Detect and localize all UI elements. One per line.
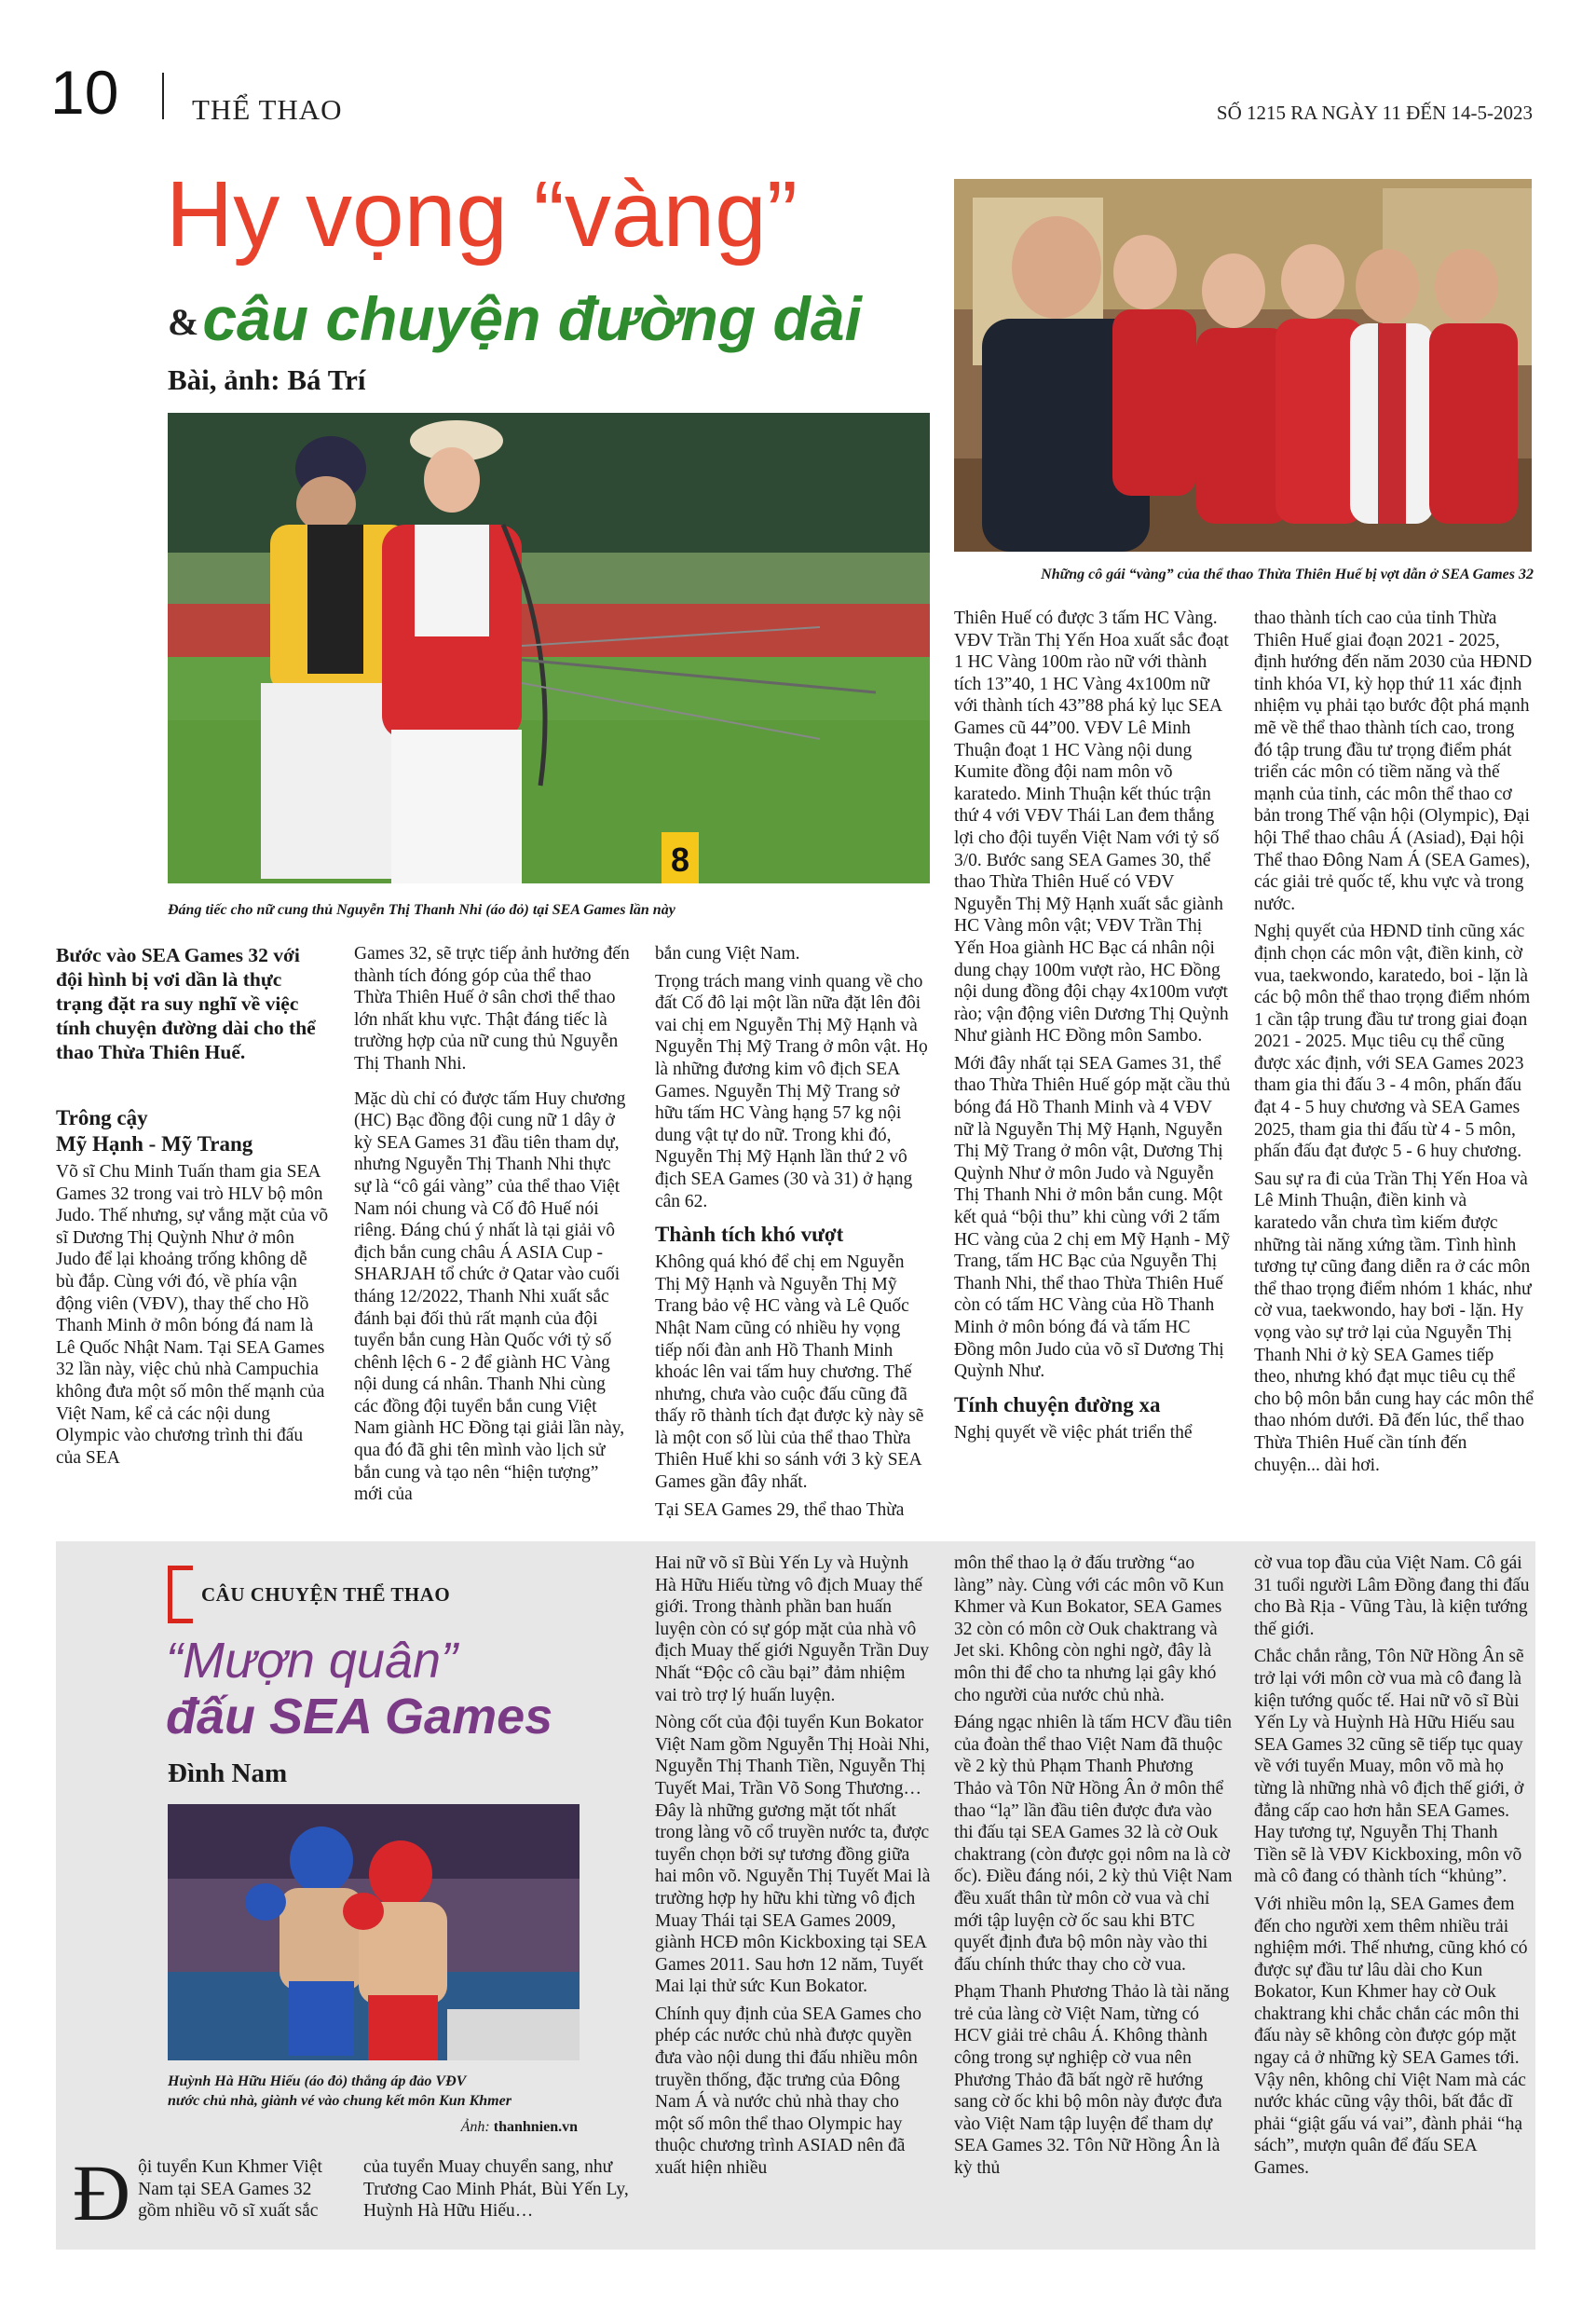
story-column-5	[1254, 1553, 1534, 2242]
photo-credit	[168, 2118, 578, 2137]
section-heading-1: Trông cậy	[56, 1106, 148, 1129]
photo-credit-label: Ảnh:	[460, 2119, 490, 2135]
section-heading-3: Tính chuyện đường xa	[954, 1392, 1161, 1416]
archery-photo-caption: Đáng tiếc cho nữ cung thủ Nguyễn Thị Thanh Nhi (áo đỏ) tại SEA Games lần này	[168, 902, 675, 918]
paragraph: Nghị quyết của HĐND tỉnh cũng xác định chọn các môn vật, điền kinh, cờ vua, taekwondo, karatedo, boi - lặn là các bộ môn thể thao trọng điểm nhóm 1 cần tập trung đầu tư trong giai đoạn 2021 - 2025. Mục tiêu cụ thể cũng được xác định, với SEA Games 2023 tham gia thi đấu 3 - 4 môn, phấn đấu đạt 4 - 5 huy chương và SEA Games 2025, tham gia thi đấu từ 4 - 5 môn, phấn đấu đạt được 5 - 6 huy chương.	[1254, 922, 1531, 1162]
team-photo	[954, 179, 1532, 552]
paragraph: Với nhiều môn lạ, SEA Games đem đến cho người xem thêm nhiều trải nghiệm mới. Thế nhưng, cũng khó có được sự đầu tư lâu dài cho Kun Bokator, Kun Khmer hay cờ Ouk chaktrang khi chắc chắn các môn thi đấu này sẽ không còn được góp mặt ngay cả ở những kỳ SEA Games tới. Vậy nên, không chỉ Việt Nam mà các nước khác cũng vậy thôi, bất đắc dĩ phải “giật gấu vá vai”, đành phải “hạ sách”, mượn quân để đấu SEA Games.	[1254, 1894, 1528, 2179]
paragraph: Chính quy định của SEA Games cho phép các nước chủ nhà được quyền đưa vào nội dung thi đấu nhiều môn truyền thống, đặc trưng của Đông Nam Á và nước chủ nhà thay cho một số môn thể thao Olympic hay thuộc chương trình ASIAD nên đã xuất hiện nhiều	[655, 2004, 921, 2179]
paragraph: Nghị quyết về việc phát triển thể	[954, 1422, 1193, 1443]
paragraph: Phạm Thanh Phương Thảo là tài năng trẻ của làng cờ Việt Nam, từng có HCV giải trẻ châu Á. Không thành công trong sự nghiệp cờ vua nên Phương Thảo đã bất ngờ rẽ hướng sang cờ ốc khi bộ môn này được đưa vào Việt Nam tập luyện để tham dự SEA Games 32. Tôn Nữ Hồng Ân là kỳ thủ	[954, 1982, 1230, 2179]
paragraph: ội tuyển Kun Khmer Việt Nam tại SEA Games 32 gồm nhiều võ sĩ xuất sắc	[138, 2157, 322, 2222]
svg-text:8: 8	[671, 841, 690, 879]
article1-column-2	[354, 943, 630, 1521]
paragraph: Không quá khó để chị em Nguyễn Thị Mỹ Hạnh và Nguyễn Thị Mỹ Trang bảo vệ HC vàng và Lê Quốc Nhật Nam cũng có nhiều hy vọng tiếp nối đàn anh Hồ Thanh Minh khoác lên vai tấm huy chương. Thế nhưng, chưa vào cuộc đấu cũng đã thấy rõ thành tích đạt được kỳ này sẽ là một con số lùi của thể thao Thừa Thiên Huế khi so sánh với 3 kỳ SEA Games gần đây nhất.	[655, 1252, 924, 1493]
kun-khmer-photo-caption-line2: nước chủ nhà, giành vé vào chung kết môn Kun Khmer	[168, 2093, 512, 2109]
article1-column-3	[655, 943, 931, 1521]
photo-credit-source: thanhnien.vn	[493, 2119, 578, 2135]
page-number: 10	[50, 58, 119, 127]
subtitle-ampersand: &	[168, 301, 199, 343]
kicker: CÂU CHUYỆN THỂ THAO	[201, 1583, 451, 1606]
paragraph: Võ sĩ Chu Minh Tuấn tham gia SEA Games 32 trong vai trò HLV bộ môn Judo. Thế nhưng, sự vắng mặt của võ sĩ Dương Thị Quỳnh Như ở môn Judo để lại khoảng trống không dễ bù đắp. Cùng với đó, về phía vận động viên (VĐV), thay thế cho Hồ Thanh Minh ở môn bóng đá nam là Lê Quốc Nhật Nam. Tại SEA Games 32 lần này, việc chủ nhà Campuchia không đưa một số môn thế mạnh của Việt Nam, kể cả các nội dung Olympic vào chương trình thi đấu của SEA	[56, 1162, 329, 1468]
article-lead: Bước vào SEA Games 32 với đội hình bị vơi dần là thực trạng đặt ra suy nghĩ về việc tính chuyện đường dài cho thể thao Thừa Thiên Huế.	[56, 944, 316, 1063]
paragraph: Trọng trách mang vinh quang về cho đất Cố đô lại một lần nữa đặt lên đôi vai chị em Nguyễn Thị Mỹ Hạnh và Nguyễn Thị Mỹ Trang ở môn vật. Họ là những đương kim vô địch SEA Games. Nguyễn Thị Mỹ Trang sở hữu tấm HC Vàng hạng 57 kg nội dung vật tự do nữ. Trong khi đó, Nguyễn Thị Mỹ Hạnh lần thứ 2 vô địch SEA Games (30 và 31) ở hạng cân 62.	[655, 971, 928, 1211]
issue-info: SỐ 1215 RA NGÀY 11 ĐẾN 14-5-2023	[1216, 102, 1533, 124]
paragraph: Đáng ngạc nhiên là tấm HCV đầu tiên của đoàn thể thao Việt Nam đã thuộc về 2 kỳ thủ Phạm Thanh Phương Thảo và Tôn Nữ Hồng Ân ở môn thể thao “lạ” lần đầu tiên được đưa vào thi đấu tại SEA Games 32 là cờ Ouk chaktrang (còn được gọi nôm na là cờ ốc). Điều đáng nói, 2 kỳ thủ Việt Nam đều xuất thân từ môn cờ vua và chỉ mới tập luyện cờ ốc sau khi BTC quyết định đưa bộ môn này vào thi đấu chính thức thay cho cờ vua.	[954, 1713, 1233, 1975]
archery-photo	[168, 413, 930, 883]
section-heading-2: Thành tích khó vượt	[655, 1223, 844, 1247]
paragraph: Hai nữ võ sĩ Bùi Yến Ly và Huỳnh Hà Hữu Hiếu từng vô địch Muay thế giới. Trong thành phần ban huấn luyện còn có sự góp mặt của nhà vô địch Muay thế giới Nguyễn Trần Duy Nhất “Độc cô cầu bại” đảm nhiệm vai trò trợ lý huấn luyện.	[655, 1553, 930, 1705]
kun-khmer-photo-caption-line1: Huỳnh Hà Hữu Hiếu (áo đỏ) thắng áp đảo VĐV	[168, 2073, 467, 2089]
header-divider	[162, 73, 164, 119]
paragraph: Tại SEA Games 29, thể thao Thừa	[655, 1499, 905, 1520]
story-column-2	[363, 2156, 630, 2240]
paragraph: Mặc dù chỉ có được tấm Huy chương (HC) Bạc đồng đội cung nữ 1 dây ở kỳ SEA Games 31 đầu tiên tham dự, nhưng Nguyễn Thị Thanh Nhi thực sự là “cô gái vàng” của thể thao Việt Nam nói chung và Cố đô Huế nói riêng. Đáng chú ý nhất là tại giải vô địch bắn cung châu Á ASIA Cup - SHARJAH tổ chức ở Qatar vào cuối tháng 12/2022, Thanh Nhi xuất sắc đánh bại đối thủ rất mạnh của đội tuyển bắn cung Hàn Quốc với tỷ số chênh lệch 6 - 2 để giành HC Vàng nội dung cá nhân. Thanh Nhi cùng các đồng đội tuyển bắn cung Việt Nam giành HC Đồng tại giải lần này, qua đó đã ghi tên mình vào lịch sử bắn cung và tạo nên “hiện tượng” mới của	[354, 1088, 626, 1505]
section-heading-1-line2: Mỹ Hạnh - Mỹ Trang	[56, 1132, 253, 1156]
story-byline: Đình Nam	[168, 1758, 288, 1788]
article-subtitle	[168, 283, 862, 354]
section-name: THỂ THAO	[192, 93, 343, 126]
paragraph: thao thành tích cao của tỉnh Thừa Thiên Huế giai đoạn 2021 - 2025, định hướng đến năm 2030 của HĐND tỉnh khóa VI, kỳ họp thứ 11 xác định nhiệm vụ phải tạo bước đột phá mạnh mẽ về thể thao thành tích cao, trong đó tập trung đầu tư trọng điểm phát triển các môn có tiềm năng và thế mạnh của tỉnh, các môn thể thao cơ bản trong Thế vận hội (Olympic), Đại hội Thể thao châu Á (Asiad), Đại hội Thể thao Đông Nam Á (SEA Games), các giải trẻ quốc tế, khu vực và trong nước.	[1254, 609, 1533, 914]
kun-khmer-photo	[168, 1804, 580, 2060]
story-title-line1: “Mượn quân”	[166, 1633, 457, 1689]
byline: Bài, ảnh: Bá Trí	[168, 363, 366, 396]
article-title: Hy vọng “vàng”	[166, 162, 798, 267]
paragraph: của tuyển Muay chuyển sang, như Trương Cao Minh Phát, Bùi Yến Ly, Huỳnh Hà Hữu Hiếu…	[363, 2157, 629, 2222]
article1-column-4	[954, 608, 1234, 1521]
kicker-bracket-icon	[168, 1566, 193, 1623]
story-column-3	[655, 1553, 931, 2242]
article1-column-5	[1254, 608, 1534, 1521]
paragraph: Chắc chắn rằng, Tôn Nữ Hồng Ân sẽ trở lại với môn cờ vua mà cô đang là kiện tướng quốc tế. Hai nữ võ sĩ Bùi Yến Ly và Huỳnh Hà Hữu Hiếu sau SEA Games 32 cũng sẽ tiếp tục quay về với tuyển Muay, môn võ mà họ từng là những nhà vô địch thế giới, ở đẳng cấp cao hơn hẳn SEA Games. Hay tương tự, Nguyễn Thị Thanh Tiền sẽ là VĐV Kickboxing, môn võ mà cô đang có thành tích “khủng”.	[1254, 1647, 1524, 1887]
team-photo-caption: Những cô gái “vàng” của thể thao Thừa Thiên Huế bị vợt dẫn ở SEA Games 32	[1041, 567, 1534, 582]
paragraph: môn thể thao lạ ở đấu trường “ao làng” này. Cùng với các môn võ Kun Khmer và Kun Bokator, SEA Games 32 còn có môn cờ Ouk chaktrang và Jet ski. Không còn nghi ngờ, đây là môn thi để cho ta nhưng lại gây khó cho người của nước chủ nhà.	[954, 1553, 1224, 1705]
paragraph: bắn cung Việt Nam.	[655, 944, 800, 964]
dropcap: Đ	[73, 2156, 131, 2237]
story-column-1	[73, 2156, 334, 2240]
paragraph: Nòng cốt của đội tuyển Kun Bokator Việt Nam gồm Nguyễn Thị Hoài Nhi, Nguyễn Thị Thanh Tiền, Nguyễn Thị Tuyết Mai, Trần Võ Song Thương… Đây là những gương mặt tốt nhất trong làng võ cổ truyền nước ta, được tuyển chọn bởi sự tương đồng giữa hai môn võ. Nguyễn Thị Tuyết Mai là trường hợp hy hữu khi từng vô địch Muay Thái tại SEA Games 2009, giành HCĐ môn Kickboxing tại SEA Games 2011. Sau hơn 12 năm, Tuyết Mai lại thử sức Kun Bokator.	[655, 1713, 931, 1997]
article1-column-1	[56, 943, 330, 1521]
paragraph: Sau sự ra đi của Trần Thị Yến Hoa và Lê Minh Thuận, điền kinh và karatedo vẫn chưa tìm kiếm được những tài năng xứng tầm. Tình hình tương tự cũng đang diễn ra ở các môn thể thao trọng điểm nhóm 1 khác, như cờ vua, taekwondo, hay bơi - lặn. Hy vọng vào sự trở lại của Nguyễn Thị Thanh Nhi ở kỳ SEA Games tiếp theo, nhưng khó đạt mục tiêu cụ thể cho bộ môn bắn cung hay các môn thể thao nhóm dưới. Đã đến lúc, thể thao Thừa Thiên Huế cần tính đến chuyện... dài hơi.	[1254, 1169, 1534, 1475]
paragraph: Games 32, sẽ trực tiếp ảnh hưởng đến thành tích đóng góp của thể thao Thừa Thiên Huế ở sân chơi thể thao lớn nhất khu vực. Thật đáng tiếc là trường hợp của nữ cung thủ Nguyễn Thị Thanh Nhi.	[354, 944, 630, 1074]
story-column-4	[954, 1553, 1234, 2242]
paragraph: cờ vua top đầu của Việt Nam. Cô gái 31 tuổi người Lâm Đồng đang thi đấu cho Bà Rịa - Vũng Tàu, là kiện tướng thế giới.	[1254, 1553, 1530, 1639]
paragraph: Mới đây nhất tại SEA Games 31, thể thao Thừa Thiên Huế góp mặt cầu thủ bóng đá Hồ Thanh Minh và 4 VĐV nữ là Nguyễn Thị Mỹ Hạnh, Nguyễn Thị Mỹ Trang ở môn vật, Dương Thị Quỳnh Như ở môn Judo và Nguyễn Thị Thanh Nhi ở môn bắn cung. Một kết quả “bội thu” khi cùng với 2 tấm HC vàng của 2 chị em Mỹ Hạnh - Mỹ Trang, tấm HC Bạc của Nguyễn Thị Thanh Nhi, thể thao Thừa Thiên Huế còn có tấm HC Vàng của Hồ Thanh Minh ở môn bóng đá và tấm HC Đồng môn Judo của võ sĩ Dương Thị Quỳnh Như.	[954, 1053, 1231, 1382]
subtitle-text: câu chuyện đường dài	[202, 284, 862, 353]
story-title-line2: đấu SEA Games	[166, 1689, 553, 1744]
paragraph: Thiên Huế có được 3 tấm HC Vàng. VĐV Trần Thị Yến Hoa xuất sắc đoạt 1 HC Vàng 100m rào nữ với thành tích 13”40, 1 HC Vàng 4x100m nữ với thành tích 43”88 phá kỷ lục SEA Games cũ 44”00. VĐV Lê Minh Thuận đoạt 1 HC Vàng nội dung Kumite đồng đội nam môn võ karatedo. Minh Thuận kết thúc trận thứ 4 với VĐV Thái Lan đem thắng lợi cho đội tuyển Việt Nam với tỷ số 3/0. Bước sang SEA Games 30, thể thao Thừa Thiên Huế có VĐV Nguyễn Thị Mỹ Hạnh xuất sắc giành HC Vàng môn vật; VĐV Trần Thị Yến Hoa giành HC Bạc cá nhân nội dung chạy 100m vượt rào, HC Đồng nội dung đồng đội chạy 4x100m vượt rào; vận động viên Dương Thị Quỳnh Như giành HC Đồng môn Sambo.	[954, 609, 1229, 1047]
